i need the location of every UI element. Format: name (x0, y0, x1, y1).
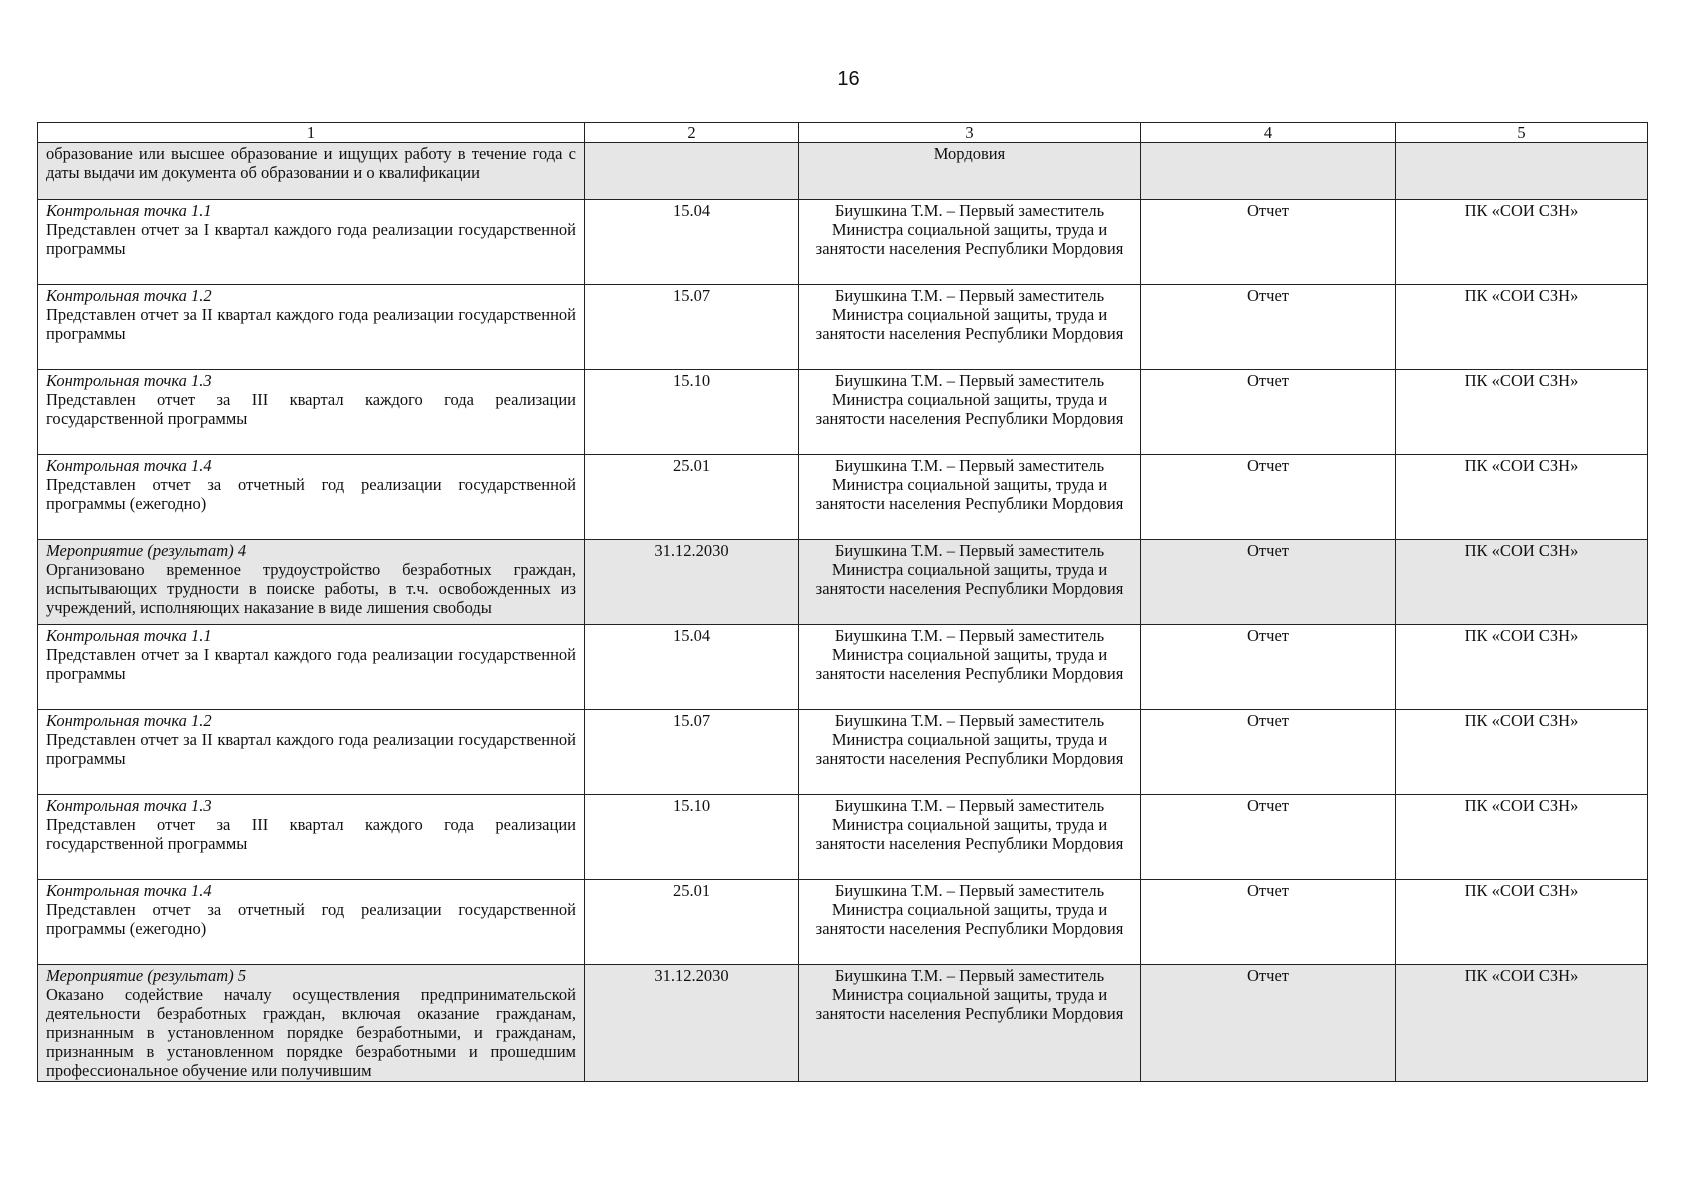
row-title: Контрольная точка 1.4 (46, 456, 212, 475)
table-row (38, 200, 1648, 285)
table-row (38, 285, 1648, 370)
table-row (38, 455, 1648, 540)
table-header-row (38, 123, 1648, 143)
cell-responsible: Биушкина Т.М. – Первый заместитель Министра социальной защиты, труда и занятости населения Республики Мордовия (799, 455, 1141, 540)
cell-result: Отчет (1141, 200, 1396, 285)
cell-responsible: Биушкина Т.М. – Первый заместитель Министра социальной защиты, труда и занятости населения Республики Мордовия (799, 200, 1141, 285)
cell-date: 31.12.2030 (585, 965, 799, 1082)
row-text: Представлен отчет за III квартал каждого года реализации государственной программы (46, 390, 576, 428)
cell-description (38, 965, 585, 1082)
cell-date: 15.07 (585, 710, 799, 795)
cell-result: Отчет (1141, 795, 1396, 880)
cell-system: ПК «СОИ СЗН» (1396, 200, 1648, 285)
row-title: Мероприятие (результат) 4 (46, 541, 247, 560)
cell-responsible: Биушкина Т.М. – Первый заместитель Министра социальной защиты, труда и занятости населения Республики Мордовия (799, 540, 1141, 625)
cell-system: ПК «СОИ СЗН» (1396, 540, 1648, 625)
cell-date: 15.04 (585, 625, 799, 710)
cell-system (1396, 143, 1648, 200)
page-number: 16 (837, 68, 860, 90)
cell-responsible: Мордовия (799, 143, 1141, 200)
cell-responsible: Биушкина Т.М. – Первый заместитель Министра социальной защиты, труда и занятости населения Республики Мордовия (799, 625, 1141, 710)
cell-system: ПК «СОИ СЗН» (1396, 285, 1648, 370)
table-row (38, 880, 1648, 965)
row-title: Контрольная точка 1.1 (46, 201, 212, 220)
cell-responsible: Биушкина Т.М. – Первый заместитель Министра социальной защиты, труда и занятости населения Республики Мордовия (799, 710, 1141, 795)
column-header-4: 4 (1141, 123, 1396, 143)
cell-result (1141, 143, 1396, 200)
cell-result: Отчет (1141, 370, 1396, 455)
row-title: Контрольная точка 1.2 (46, 711, 212, 730)
cell-date: 15.07 (585, 285, 799, 370)
cell-system: ПК «СОИ СЗН» (1396, 625, 1648, 710)
row-text: Организовано временное трудоустройство безработных граждан, испытывающих трудности в поиске работы, в т.ч. освобожденных из учреждений, исполняющих наказание в виде лишения свободы (46, 560, 576, 617)
row-text: Оказано содействие началу осуществления предпринимательской деятельности безработных граждан, включая оказание гражданам, признанным в установленном порядке безработными, и гражданам, признанным в установленном порядке безработными и прошедшим профессиональное обучение или получившим (46, 985, 576, 1080)
column-header-2: 2 (585, 123, 799, 143)
cell-date: 15.04 (585, 200, 799, 285)
cell-responsible: Биушкина Т.М. – Первый заместитель Министра социальной защиты, труда и занятости населения Республики Мордовия (799, 795, 1141, 880)
row-title: Контрольная точка 1.2 (46, 286, 212, 305)
table-row (38, 370, 1648, 455)
row-title: Мероприятие (результат) 5 (46, 966, 247, 985)
column-header-5: 5 (1396, 123, 1648, 143)
row-text: образование или высшее образование и ищущих работу в течение года с даты выдачи им документа об образовании и о квалификации (46, 144, 576, 182)
row-text: Представлен отчет за III квартал каждого года реализации государственной программы (46, 815, 576, 853)
cell-description (38, 880, 585, 965)
cell-description (38, 455, 585, 540)
cell-date: 15.10 (585, 795, 799, 880)
row-text: Представлен отчет за I квартал каждого года реализации государственной программы (46, 220, 576, 258)
table-row (38, 625, 1648, 710)
cell-description (38, 625, 585, 710)
cell-system: ПК «СОИ СЗН» (1396, 710, 1648, 795)
cell-system: ПК «СОИ СЗН» (1396, 455, 1648, 540)
row-text: Представлен отчет за II квартал каждого года реализации государственной программы (46, 305, 576, 343)
cell-responsible: Биушкина Т.М. – Первый заместитель Министра социальной защиты, труда и занятости населения Республики Мордовия (799, 285, 1141, 370)
row-text: Представлен отчет за I квартал каждого года реализации государственной программы (46, 645, 576, 683)
cell-responsible: Биушкина Т.М. – Первый заместитель Министра социальной защиты, труда и занятости населения Республики Мордовия (799, 370, 1141, 455)
table-row (38, 143, 1648, 200)
row-text: Представлен отчет за II квартал каждого года реализации государственной программы (46, 730, 576, 768)
row-text: Представлен отчет за отчетный год реализации государственной программы (ежегодно) (46, 475, 576, 513)
column-header-3: 3 (799, 123, 1141, 143)
cell-date: 25.01 (585, 455, 799, 540)
cell-description (38, 200, 585, 285)
table-row (38, 965, 1648, 1082)
cell-date: 25.01 (585, 880, 799, 965)
cell-description (38, 540, 585, 625)
cell-description (38, 795, 585, 880)
cell-responsible: Биушкина Т.М. – Первый заместитель Министра социальной защиты, труда и занятости населения Республики Мордовия (799, 880, 1141, 965)
cell-result: Отчет (1141, 285, 1396, 370)
cell-description (38, 285, 585, 370)
cell-description (38, 143, 585, 200)
cell-description (38, 710, 585, 795)
cell-result: Отчет (1141, 710, 1396, 795)
cell-description (38, 370, 585, 455)
cell-result: Отчет (1141, 965, 1396, 1082)
cell-date: 31.12.2030 (585, 540, 799, 625)
row-text: Представлен отчет за отчетный год реализации государственной программы (ежегодно) (46, 900, 576, 938)
cell-result: Отчет (1141, 455, 1396, 540)
cell-responsible: Биушкина Т.М. – Первый заместитель Министра социальной защиты, труда и занятости населения Республики Мордовия (799, 965, 1141, 1082)
row-title: Контрольная точка 1.4 (46, 881, 212, 900)
cell-result: Отчет (1141, 540, 1396, 625)
cell-date (585, 143, 799, 200)
row-title: Контрольная точка 1.1 (46, 626, 212, 645)
cell-system: ПК «СОИ СЗН» (1396, 370, 1648, 455)
table-row (38, 540, 1648, 625)
row-title: Контрольная точка 1.3 (46, 796, 212, 815)
cell-result: Отчет (1141, 880, 1396, 965)
cell-system: ПК «СОИ СЗН» (1396, 795, 1648, 880)
cell-system: ПК «СОИ СЗН» (1396, 880, 1648, 965)
plan-table (37, 122, 1648, 1082)
cell-date: 15.10 (585, 370, 799, 455)
table-row (38, 795, 1648, 880)
cell-system: ПК «СОИ СЗН» (1396, 965, 1648, 1082)
cell-result: Отчет (1141, 625, 1396, 710)
column-header-1: 1 (38, 123, 585, 143)
row-title: Контрольная точка 1.3 (46, 371, 212, 390)
table-row (38, 710, 1648, 795)
